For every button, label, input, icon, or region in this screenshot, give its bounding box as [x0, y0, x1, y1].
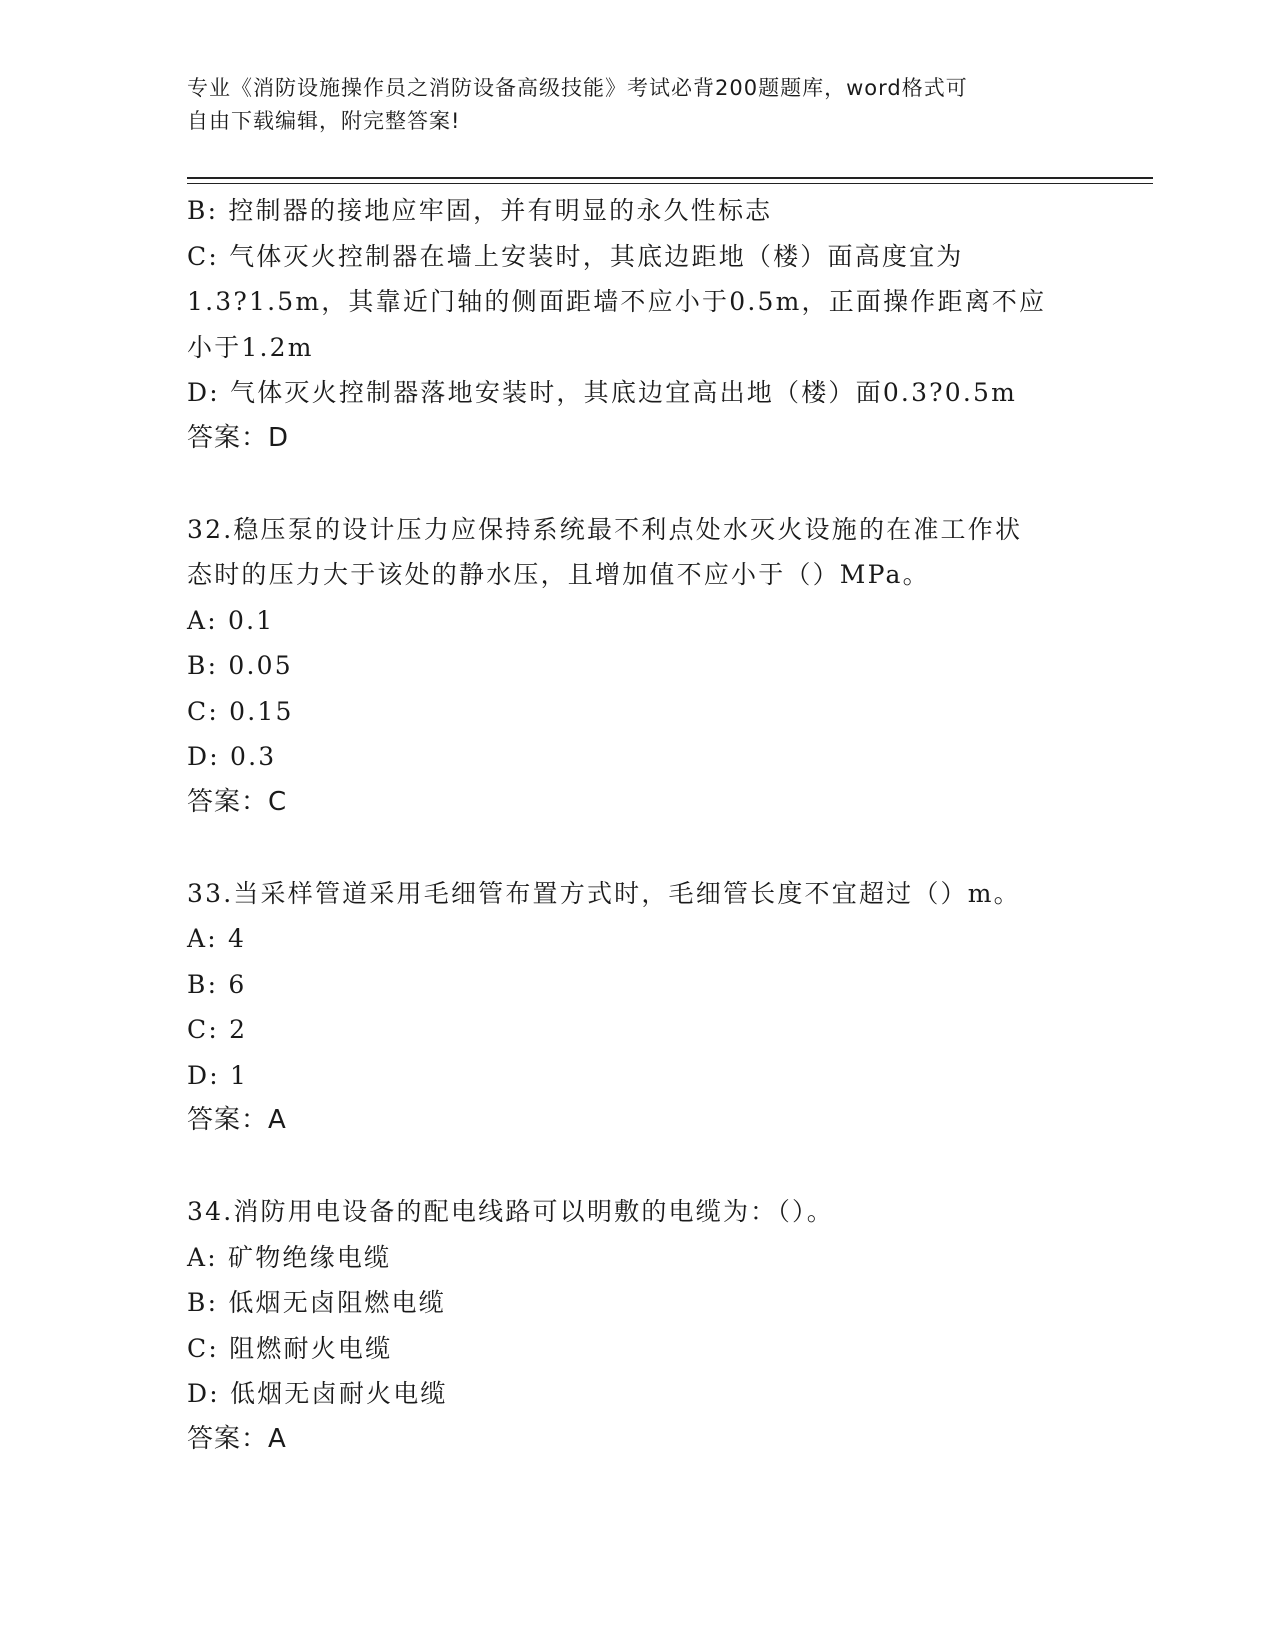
header-line-2: 自由下载编辑，附完整答案!: [187, 109, 461, 133]
header-line-1: 专业《消防设施操作员之消防设备高级技能》考试必背200题题库，word格式可: [187, 76, 968, 100]
question-stem-line-1: 33.当采样管道采用毛细管布置方式时，毛细管长度不宜超过（）m。: [187, 878, 1021, 908]
option-b: B: 低烟无卤阻燃电缆: [187, 1288, 446, 1317]
option-a: A: 矿物绝缘电缆: [187, 1242, 392, 1272]
option-c-line-2: 1.3?1.5m，其靠近门轴的侧面距墙不应小于0.5m，正面操作距离不应: [187, 287, 1047, 316]
answer-label: 答案：C: [187, 786, 288, 817]
question-block-31: [187, 188, 1087, 461]
option-c-line-3: 小于1.2m: [187, 332, 314, 362]
option-d: D: 1: [187, 1060, 249, 1090]
option-b: B: 0.05: [187, 651, 293, 680]
option-d: D: 气体灭火控制器落地安装时，其底边宜高出地（楼）面0.3?0.5m: [187, 378, 1018, 407]
header-rule-thick: [187, 177, 1153, 179]
spacer: [187, 1144, 1087, 1190]
option-a: A: 0.1: [187, 605, 275, 635]
question-stem-line-2: 态时的压力大于该处的静水压，且增加值不应小于（）MPa。: [187, 560, 930, 589]
header-rule-thin: [187, 183, 1153, 184]
option-c: C: 阻燃耐火电缆: [187, 1333, 393, 1363]
question-block-34: [187, 1189, 1087, 1462]
question-stem-line-1: 32.稳压泵的设计压力应保持系统最不利点处水灭火设施的在准工作状: [187, 514, 1023, 544]
answer-label: 答案：A: [187, 1423, 287, 1454]
option-b: B: 控制器的接地应牢固，并有明显的永久性标志: [187, 196, 773, 225]
question-block-33: [187, 871, 1087, 1144]
option-d: D: 0.3: [187, 742, 277, 771]
question-block-32: [187, 507, 1087, 826]
option-c: C: 0.15: [187, 696, 294, 726]
option-b: B: 6: [187, 969, 247, 999]
answer-label: 答案：D: [187, 422, 290, 453]
document-header: [187, 72, 1067, 138]
spacer: [187, 825, 1087, 871]
option-c: C: 2: [187, 1015, 248, 1044]
option-a: A: 4: [187, 924, 247, 953]
option-d: D: 低烟无卤耐火电缆: [187, 1379, 448, 1408]
answer-label: 答案：A: [187, 1105, 287, 1135]
question-stem-line-1: 34.消防用电设备的配电线路可以明敷的电缆为：（）。: [187, 1197, 834, 1226]
option-c-line-1: C: 气体灭火控制器在墙上安装时，其底边距地（楼）面高度宜为: [187, 241, 964, 271]
question-content: [187, 188, 1087, 1462]
spacer: [187, 461, 1087, 507]
